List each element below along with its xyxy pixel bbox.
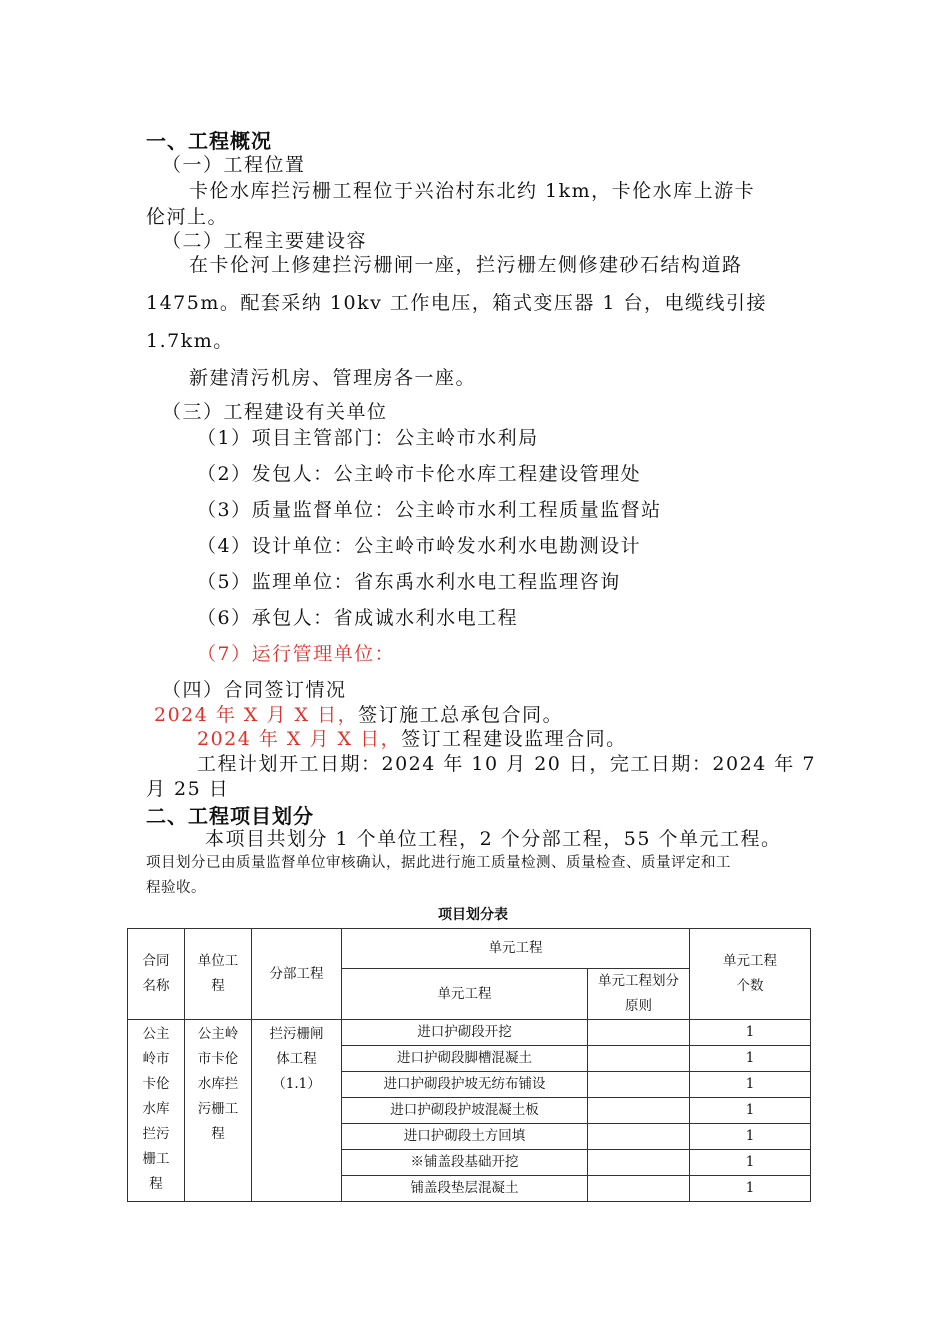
count-cell: 1 xyxy=(690,1098,811,1124)
plan-line2: 月 25 日 xyxy=(146,778,230,800)
element-cell: ※铺盖段基础开挖 xyxy=(342,1150,588,1176)
unit-item: （3）质量监督单位：公主岭市水利工程质量监督站 xyxy=(197,499,662,521)
unit-item: （4）设计单位：公主岭市岭发水利水电勘测设计 xyxy=(197,535,642,557)
element-cell: 进口护砌段护坡无纺布铺设 xyxy=(342,1072,588,1098)
unit-item: （1）项目主管部门：公主岭市水利局 xyxy=(197,427,539,449)
sub2-title: （二）工程主要建设容 xyxy=(162,230,368,252)
principle-cell xyxy=(588,1176,690,1202)
project-division-table xyxy=(127,928,811,1202)
header-sub-project: 分部工程 xyxy=(252,929,342,1020)
sub-project-cell: 拦污栅闸体工程（1.1） xyxy=(252,1020,342,1202)
element-cell: 进口护砌段护坡混凝土板 xyxy=(342,1098,588,1124)
principle-cell xyxy=(588,1098,690,1124)
unit-item-highlight: （7）运行管理单位： xyxy=(197,643,396,665)
sub2-text-line3: 1.7km。 xyxy=(146,330,234,352)
contract1-date: 2024 年 X 月 X 日， xyxy=(154,704,359,726)
count-cell: 1 xyxy=(690,1072,811,1098)
header-element-group: 单元工程 xyxy=(342,929,690,969)
contract1-line xyxy=(154,700,563,727)
table-caption: 项目划分表 xyxy=(438,907,508,923)
element-cell: 进口护砌段脚槽混凝土 xyxy=(342,1046,588,1072)
count-cell: 1 xyxy=(690,1020,811,1046)
header-division-principle: 单元工程划分原则 xyxy=(588,969,690,1020)
unit-item: （2）发包人：公主岭市卡伦水库工程建设管理处 xyxy=(197,463,642,485)
section2-text-line2: 项目划分已由质量监督单位审核确认，据此进行施工质量检测、质量检查、质量评定和工 xyxy=(146,855,731,871)
unit-item: （6）承包人：省成诚水利水电工程 xyxy=(197,607,519,629)
sub3-title: （三）工程建设有关单位 xyxy=(162,401,388,423)
header-element: 单元工程 xyxy=(342,969,588,1020)
plan-line1: 工程计划开工日期：2024 年 10 月 20 日，完工日期：2024 年 7 xyxy=(197,753,816,775)
count-cell: 1 xyxy=(690,1150,811,1176)
sub2-text-line1: 在卡伦河上修建拦污栅闸一座，拦污栅左侧修建砂石结构道路 xyxy=(189,254,743,276)
count-cell: 1 xyxy=(690,1176,811,1202)
element-cell: 进口护砌段土方回填 xyxy=(342,1124,588,1150)
header-contract-name: 合同名称 xyxy=(128,929,185,1020)
section2-text-line3: 程验收。 xyxy=(146,880,206,896)
principle-cell xyxy=(588,1150,690,1176)
element-cell: 进口护砌段开挖 xyxy=(342,1020,588,1046)
count-cell: 1 xyxy=(690,1124,811,1150)
principle-cell xyxy=(588,1046,690,1072)
contract-name-cell: 公主岭市卡伦水库拦污栅工程 xyxy=(128,1020,185,1202)
section2-text-line1: 本项目共划分 1 个单位工程，2 个分部工程，55 个单元工程。 xyxy=(205,828,782,850)
sub1-title: （一）工程位置 xyxy=(162,154,306,176)
contract2-date: 2024 年 X 月 X 日， xyxy=(197,728,402,750)
count-cell: 1 xyxy=(690,1046,811,1072)
unit-item: （5）监理单位：省东禹水利水电工程监理咨询 xyxy=(197,571,621,593)
sub4-title: （四）合同签订情况 xyxy=(162,679,347,701)
header-unit-project: 单位工程 xyxy=(185,929,252,1020)
contract2-text: 签订工程建设监理合同。 xyxy=(401,728,627,750)
principle-cell xyxy=(588,1020,690,1046)
principle-cell xyxy=(588,1072,690,1098)
unit-project-cell: 公主岭市卡伦水库拦污栅工程 xyxy=(185,1020,252,1202)
section1-title: 一、工程概况 xyxy=(146,129,272,153)
header-element-count: 单元工程个数 xyxy=(690,929,811,1020)
sub1-text-line1: 卡伦水库拦污栅工程位于兴治村东北约 1km，卡伦水库上游卡 xyxy=(189,180,756,202)
sub1-text-line2: 伦河上。 xyxy=(146,206,229,228)
contract2-line xyxy=(197,724,627,751)
sub2-text-line4: 新建清污机房、管理房各一座。 xyxy=(189,367,477,389)
element-cell: 铺盖段垫层混凝土 xyxy=(342,1176,588,1202)
section2-title: 二、工程项目划分 xyxy=(146,804,314,828)
sub2-text-line2: 1475m。配套采纳 10kv 工作电压，箱式变压器 1 台，电缆线引接 xyxy=(146,292,768,314)
contract1-text: 签订施工总承包合同。 xyxy=(358,704,564,726)
principle-cell xyxy=(588,1124,690,1150)
